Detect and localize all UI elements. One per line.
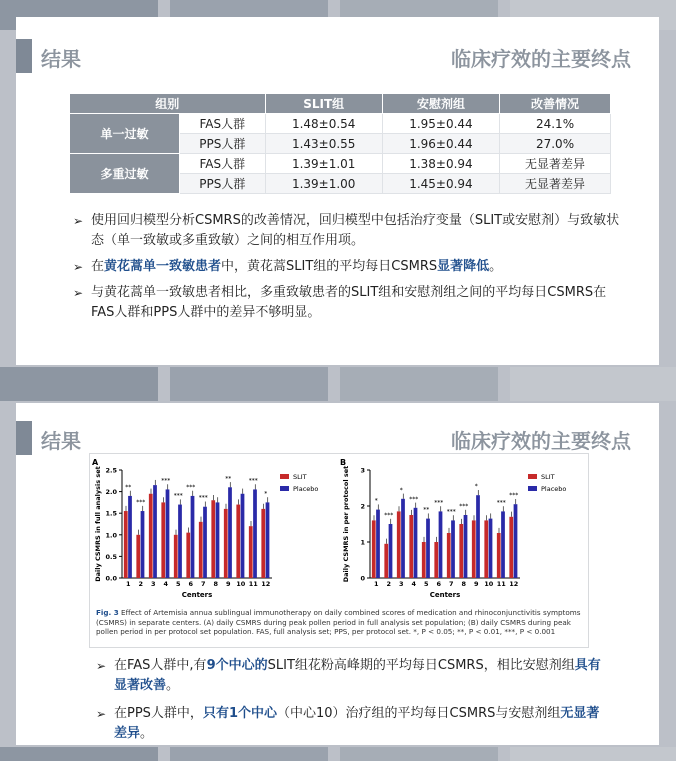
bar-placebo xyxy=(451,520,455,578)
bar-placebo xyxy=(191,496,195,578)
arrow-bullet-icon: ➢ xyxy=(73,286,84,300)
slide-subtitle: 临床疗效的主要终点 xyxy=(451,47,631,71)
significance-label: *** xyxy=(409,495,419,503)
slide-title: 结果 xyxy=(41,429,81,453)
x-tick-label: 2 xyxy=(386,580,392,588)
significance-label: ** xyxy=(423,506,430,514)
x-tick-label: 10 xyxy=(236,580,246,588)
chart-b xyxy=(338,456,588,606)
x-tick-label: 11 xyxy=(248,580,258,588)
significance-label: * xyxy=(474,483,478,491)
bar-slit xyxy=(224,509,228,578)
deco-stripe xyxy=(170,367,328,401)
slit-cell: 1.43±0.55 xyxy=(265,134,382,154)
bar-slit xyxy=(211,500,215,578)
improvement-cell: 无显著差异 xyxy=(500,174,611,194)
y-tick-label: 3 xyxy=(360,466,365,475)
slide-2 xyxy=(16,403,659,745)
legend-swatch xyxy=(528,486,537,491)
bar-slit xyxy=(447,533,451,578)
legend-label: Placebo xyxy=(541,485,567,493)
population-cell: FAS人群 xyxy=(180,114,266,134)
bar-placebo xyxy=(228,487,232,578)
significance-label: *** xyxy=(186,483,196,491)
significance-label: *** xyxy=(248,477,258,485)
x-axis-label: Centers xyxy=(429,591,461,599)
bar-placebo xyxy=(464,515,468,578)
x-tick-label: 12 xyxy=(261,580,271,588)
placebo-cell: 1.96±0.44 xyxy=(382,134,499,154)
bar-slit xyxy=(236,505,240,578)
bullet-item xyxy=(96,656,609,696)
x-tick-label: 5 xyxy=(423,580,429,588)
x-tick-label: 8 xyxy=(461,580,467,588)
highlight-text: 无显著差异 xyxy=(114,706,600,741)
header-group: 组别 xyxy=(70,94,266,114)
legend-swatch xyxy=(528,474,537,479)
bar-placebo xyxy=(514,504,518,578)
title-side-bar xyxy=(16,39,32,73)
group-cell: 单一过敏 xyxy=(70,114,180,154)
x-tick-label: 9 xyxy=(473,580,479,588)
improvement-cell: 24.1% xyxy=(500,114,611,134)
bar-slit xyxy=(136,535,140,578)
arrow-bullet-icon: ➢ xyxy=(96,707,107,721)
significance-label: * xyxy=(374,497,378,505)
population-cell: PPS人群 xyxy=(180,174,266,194)
panel-label: B xyxy=(340,458,347,467)
y-tick-label: 2 xyxy=(360,502,365,511)
x-tick-label: 10 xyxy=(484,580,494,588)
x-tick-label: 3 xyxy=(150,580,156,588)
figure-3 xyxy=(89,453,589,648)
significance-label: *** xyxy=(161,477,171,485)
bar-placebo xyxy=(426,519,430,578)
highlight-text: 显著降低 xyxy=(437,259,490,274)
bar-placebo xyxy=(389,524,393,578)
significance-label: * xyxy=(399,486,403,494)
header-placebo: 安慰剂组 xyxy=(382,94,499,114)
bar-slit xyxy=(459,524,463,578)
bar-placebo xyxy=(439,511,443,578)
header-improvement: 改善情况 xyxy=(500,94,611,114)
deco-stripe xyxy=(340,367,498,401)
bar-slit xyxy=(384,544,388,578)
bar-slit xyxy=(149,494,153,578)
legend-swatch xyxy=(280,486,289,491)
bar-placebo xyxy=(489,519,493,578)
title-side-bar xyxy=(16,421,32,455)
bar-placebo xyxy=(253,489,257,578)
arrow-bullet-icon: ➢ xyxy=(73,214,84,228)
bullet-text: 。 xyxy=(489,259,503,274)
arrow-bullet-icon: ➢ xyxy=(73,260,84,274)
bullet-list xyxy=(96,656,609,750)
bullet-text: 在 xyxy=(91,259,105,274)
slide-subtitle: 临床疗效的主要终点 xyxy=(451,429,631,453)
slit-cell: 1.39±1.01 xyxy=(265,154,382,174)
slit-cell: 1.48±0.54 xyxy=(265,114,382,134)
improvement-cell: 27.0% xyxy=(500,134,611,154)
slide-title: 结果 xyxy=(41,47,81,71)
x-axis-label: Centers xyxy=(181,591,213,599)
bar-slit xyxy=(409,515,413,578)
x-tick-label: 2 xyxy=(138,580,144,588)
bar-slit xyxy=(186,533,190,578)
deco-stripe xyxy=(0,367,158,401)
y-tick-label: 1.5 xyxy=(105,509,117,518)
panel-label: A xyxy=(92,458,99,467)
bullet-text: 使用回归模型分析CSMRS的改善情况，回归模型中包括治疗变量（SLIT或安慰剂）与致敏状态（单一致敏或多重致敏）之间的相互作用项。 xyxy=(91,213,620,248)
bar-slit xyxy=(161,502,165,578)
bar-placebo xyxy=(241,494,245,578)
population-cell: FAS人群 xyxy=(180,154,266,174)
bullet-item xyxy=(96,704,609,744)
slide-1 xyxy=(16,17,659,365)
bar-placebo xyxy=(476,495,480,578)
legend-swatch xyxy=(280,474,289,479)
x-tick-label: 11 xyxy=(496,580,506,588)
y-tick-label: 1.0 xyxy=(105,531,117,540)
bar-placebo xyxy=(153,485,157,578)
deco-stripe xyxy=(510,367,676,401)
bar-slit xyxy=(124,511,128,578)
significance-label: *** xyxy=(434,499,444,507)
bar-slit xyxy=(509,517,513,578)
bar-placebo xyxy=(414,508,418,578)
bar-slit xyxy=(174,535,178,578)
bar-placebo xyxy=(141,511,145,578)
significance-label: *** xyxy=(496,499,506,507)
highlight-text: 9个中心的 xyxy=(206,658,268,673)
bar-placebo xyxy=(178,505,182,578)
x-tick-label: 4 xyxy=(163,580,169,588)
significance-label: ** xyxy=(225,475,232,483)
caption-text: Effect of Artemisia annua sublingual immunotherapy on daily combined scores of medication and rhinoconjunctivitis symptoms (CSMRS) in separate centers. (A) daily CSMRS during peak pollen period in full analysis set population; (B) daily CSMRS during peak pollen period in per protocol set population. FAS, full analysis set; PPS, per protocol set. *, P < 0.05; **, P < 0.01, ***, P < 0.001 xyxy=(96,608,581,636)
table-header-row xyxy=(70,94,611,114)
highlight-text: 只有1个中心 xyxy=(202,706,277,721)
bar-slit xyxy=(472,520,476,578)
bar-placebo xyxy=(376,510,380,578)
bar-slit xyxy=(497,533,501,578)
y-axis-label: Daily CSMRS in full analysis set xyxy=(94,466,102,582)
population-cell: PPS人群 xyxy=(180,134,266,154)
x-tick-label: 1 xyxy=(373,580,379,588)
x-tick-label: 7 xyxy=(448,580,454,588)
slit-cell: 1.39±1.00 xyxy=(265,174,382,194)
bar-placebo xyxy=(501,511,505,578)
significance-label: * xyxy=(264,490,268,498)
bullet-item xyxy=(73,283,624,323)
y-tick-label: 2.0 xyxy=(105,488,117,497)
table-row xyxy=(70,114,611,134)
significance-label: *** xyxy=(384,512,394,519)
bar-slit xyxy=(422,542,426,578)
x-tick-label: 8 xyxy=(213,580,219,588)
bullet-text: 与黄花蒿单一致敏患者相比，多重致敏患者的SLIT组和安慰剂组之间的平均每日CSMRS在FAS人群和PPS人群中的差异不够明显。 xyxy=(91,285,607,320)
bullet-text: 。 xyxy=(140,726,154,741)
y-tick-label: 1 xyxy=(360,538,365,547)
bar-placebo xyxy=(128,496,132,578)
bar-slit xyxy=(397,511,401,578)
bar-slit xyxy=(484,520,488,578)
bullet-text: 在FAS人群中,有 xyxy=(114,658,207,673)
placebo-cell: 1.45±0.94 xyxy=(382,174,499,194)
significance-label: *** xyxy=(136,499,146,507)
significance-label: *** xyxy=(198,494,208,502)
bar-slit xyxy=(434,542,438,578)
y-tick-label: 2.5 xyxy=(105,466,117,475)
highlight-text: 具有显著改善 xyxy=(114,658,601,693)
bar-placebo xyxy=(216,502,220,578)
bar-slit xyxy=(261,509,265,578)
improvement-cell: 无显著差异 xyxy=(500,154,611,174)
significance-label: *** xyxy=(509,492,519,500)
highlight-text: 黄花蒿单一致敏患者 xyxy=(104,259,222,274)
bullet-text: 在PPS人群中， xyxy=(114,706,203,721)
table-row xyxy=(70,154,611,174)
figure-number: Fig. 3 xyxy=(96,608,119,617)
x-tick-label: 9 xyxy=(225,580,231,588)
bar-placebo xyxy=(401,499,405,578)
bullet-text: 中，黄花蒿SLIT组的平均每日CSMRS xyxy=(221,259,438,274)
x-tick-label: 6 xyxy=(188,580,194,588)
figure-caption xyxy=(96,608,584,637)
header-slit: SLIT组 xyxy=(265,94,382,114)
legend-label: Placebo xyxy=(293,485,319,493)
significance-label: *** xyxy=(459,503,469,510)
y-tick-label: 0.5 xyxy=(105,552,117,561)
bullet-text: 。 xyxy=(166,678,180,693)
bullet-item xyxy=(73,211,624,251)
arrow-bullet-icon: ➢ xyxy=(96,659,107,673)
significance-label: ** xyxy=(125,483,132,491)
group-cell: 多重过敏 xyxy=(70,154,180,194)
x-tick-label: 3 xyxy=(398,580,404,588)
x-tick-label: 12 xyxy=(509,580,519,588)
bullet-text: SLIT组花粉高峰期的平均每日CSMRS，相比安慰剂组 xyxy=(267,658,575,673)
bullet-text: （中心10）治疗组的平均每日CSMRS与安慰剂组 xyxy=(276,706,561,721)
bar-slit xyxy=(199,522,203,578)
x-tick-label: 7 xyxy=(200,580,206,588)
x-tick-label: 4 xyxy=(411,580,417,588)
bullet-list xyxy=(73,211,624,329)
chart-a xyxy=(90,456,338,606)
placebo-cell: 1.38±0.94 xyxy=(382,154,499,174)
placebo-cell: 1.95±0.44 xyxy=(382,114,499,134)
significance-label: *** xyxy=(173,492,183,500)
x-tick-label: 5 xyxy=(175,580,181,588)
y-axis-label: Daily CSMRS in per protocol set xyxy=(342,465,350,583)
y-tick-label: 0.0 xyxy=(105,574,117,583)
legend-label: SLIT xyxy=(293,473,307,481)
bullet-item xyxy=(73,257,624,277)
bar-slit xyxy=(249,526,253,578)
legend-label: SLIT xyxy=(541,473,555,481)
bar-placebo xyxy=(166,489,170,578)
y-tick-label: 0 xyxy=(360,574,365,583)
bar-placebo xyxy=(203,507,207,578)
results-table xyxy=(69,93,611,194)
significance-label: *** xyxy=(446,508,456,516)
bar-placebo xyxy=(266,502,270,578)
bar-slit xyxy=(372,520,376,578)
x-tick-label: 1 xyxy=(125,580,131,588)
x-tick-label: 6 xyxy=(436,580,442,588)
